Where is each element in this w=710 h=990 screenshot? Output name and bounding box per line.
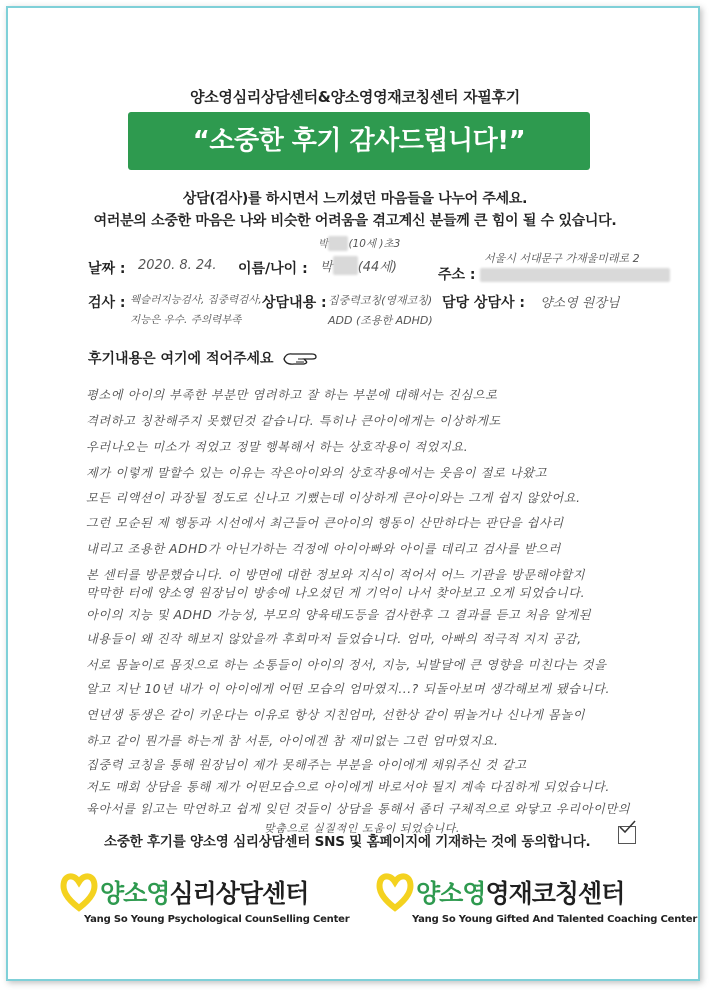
- review-line: 그런 모순된 제 행동과 시선에서 최근들어 큰아이의 행동이 산만하다는 판단을 쉽사리: [86, 516, 564, 530]
- name-top-line: [318, 236, 400, 251]
- psych-logo-name-b: 심리상담센터: [169, 879, 309, 908]
- review-line: 집중력 코칭을 통해 원장님이 제가 못해주는 부분을 아이에게 채워주신 것 같고: [86, 758, 527, 772]
- reviews-heading: [88, 348, 320, 369]
- review-line: 막막한 터에 양소영 원장님이 방송에 나오셨던 게 기억이 나서 찾아보고 오게 되었습니다.: [86, 586, 586, 600]
- review-line: 우러나오는 미소가 적었고 정말 행복해서 하는 상호작용이 적었지요.: [86, 440, 469, 454]
- review-line: 격려하고 칭찬해주지 못했던것 같습니다. 특히나 큰아이에게는 이상하게도: [86, 414, 501, 428]
- redacted-address: [480, 268, 670, 282]
- heart-icon: [376, 872, 414, 912]
- date-label: 날짜 :: [88, 261, 126, 277]
- intro-line-1: 상담(검사)를 하시면서 느끼셨던 마음들을 나누어 주세요.: [182, 191, 528, 207]
- exam-value-line-2: 지능은 우수. 주의력부족: [130, 314, 242, 326]
- review-line: 저도 매회 상담을 통해 제가 어떤모습으로 아이에게 바로서야 될지 계속 다짐하게 되었습니다.: [86, 780, 610, 794]
- review-line: 서로 몸놀이로 몸짓으로 하는 소통들이 아이의 정서, 지능, 뇌발달에 큰 영향을 미친다는 것을: [86, 658, 607, 672]
- address-label: 주소 :: [438, 267, 476, 283]
- heart-icon: [60, 872, 98, 912]
- name-age-label: 이름/나이 :: [238, 261, 308, 277]
- date-value: 2020. 8. 24.: [138, 258, 217, 273]
- review-line: 연년생 동생은 같이 키운다는 이유로 항상 지친엄마, 선한상 같이 뛰놀거나 신나게 몸놀이: [86, 708, 586, 722]
- review-line: 모든 리액션이 과장될 정도로 신나고 기뻤는데 이상하게 큰아이와는 그게 쉽지 않았어요.: [86, 491, 581, 505]
- redacted-name: [333, 256, 358, 275]
- review-line: 육아서를 읽고는 막연하고 쉽게 잊던 것들이 상담을 통해서 좀더 구체적으로 와닿고 우리아이만의: [86, 802, 631, 816]
- review-line: 내리고 조용한 ADHD가 아닌가하는 걱정에 아이아빠와 아이를 데리고 검사를 받으러: [86, 542, 561, 556]
- review-line: 맞춤으로 실질적인 도움이 되었습니다.: [264, 822, 461, 835]
- review-line: 내용들이 왜 진작 해보지 않았을까 후회마저 들었습니다. 엄마, 아빠의 적극적 지지 공감,: [86, 632, 582, 646]
- consent-text: 소중한 후기를 양소영 심리상담센터 SNS 및 홈페이지에 기재하는 것에 동의합니다.: [104, 834, 591, 850]
- psych-logo-subtitle: Yang So Young Psychological CounSelling Center: [84, 914, 350, 925]
- review-line: 아이의 지능 및 ADHD 가능성, 부모의 양육태도등을 검사한후 그 결과를 듣고 처음 알게된: [86, 608, 592, 622]
- name-age-value: [320, 256, 397, 275]
- exam-value-line-1: 웩슬러지능검사, 집중력검사,: [130, 294, 262, 306]
- psych-logo-name-a: 양소영: [100, 879, 170, 908]
- review-line: 제가 이렇게 말할수 있는 이유는 작은아이와의 상호작용에서는 웃음이 절로 나왔고: [86, 466, 547, 480]
- name-top: 박: [318, 238, 329, 250]
- hand-pointer-icon: [282, 349, 320, 369]
- thanks-banner: “소중한 후기 감사드립니다!”: [128, 112, 590, 170]
- address-value: 서울시 서대문구 가재울미래로 2: [484, 252, 640, 265]
- exam-label: 검사 :: [88, 295, 126, 311]
- redacted-name-top: [328, 236, 348, 251]
- gifted-logo-subtitle: Yang So Young Gifted And Talented Coaching Center: [412, 914, 698, 925]
- consent-checkbox[interactable]: [618, 826, 636, 844]
- review-line: 알고 지난 10년 내가 이 아이에게 어떤 모습의 엄마였지...? 되돌아보며 생각해보게 됐습니다.: [86, 682, 610, 696]
- counselor-label: 담당 상담사 :: [442, 295, 525, 311]
- review-line: 본 센터를 방문했습니다. 이 방면에 대한 정보와 지식이 적어서 어느 기관을 방문해야할지: [86, 568, 586, 582]
- gifted-logo-name-b: 영재코칭센터: [485, 879, 625, 908]
- gifted-logo-name-a: 양소영: [416, 879, 486, 908]
- intro-line-2: 여러분의 소중한 마음은 나와 비슷한 어려움을 겪고계신 분들께 큰 힘이 될 수 있습니다.: [93, 213, 617, 229]
- name-value: 박: [320, 260, 333, 275]
- name-age: (44세): [357, 260, 397, 275]
- checkmark-icon: [617, 819, 637, 837]
- counsel-value-line-1: 집중력코칭(영재코칭): [328, 294, 433, 307]
- reviews-heading-text: 후기내용은 여기에 적어주세요: [88, 351, 274, 367]
- counselor-value: 양소영 원장님: [540, 296, 620, 311]
- review-line: 하고 같이 뭔가를 하는게 참 서툰, 아이에겐 참 재미없는 그런 엄마였지요.: [86, 734, 499, 748]
- counsel-label: 상담내용 :: [262, 295, 327, 311]
- counsel-value-line-2: ADD (조용한 ADHD): [328, 314, 433, 327]
- name-top-note: (10세 )초3: [348, 238, 401, 250]
- review-line: 평소에 아이의 부족한 부분만 염려하고 잘 하는 부분에 대해서는 진심으로: [86, 388, 498, 402]
- document-title: 양소영심리상담센터&양소영영재코칭센터 자필후기: [190, 88, 520, 106]
